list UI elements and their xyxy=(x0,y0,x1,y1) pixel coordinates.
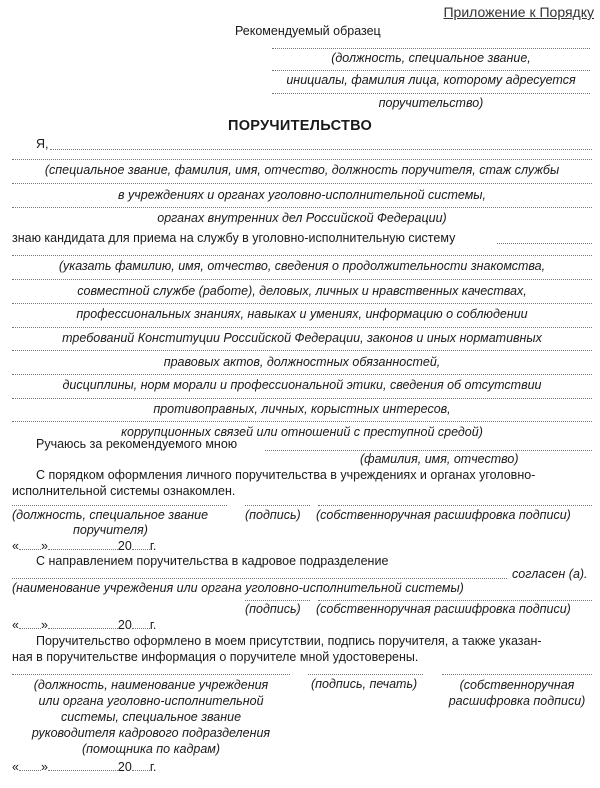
date-suffix: г. xyxy=(149,760,157,774)
sig2-signature-line[interactable] xyxy=(245,600,310,601)
date-year-prefix: 20 xyxy=(117,539,132,553)
addressee-hint-1: (должность, специальное звание, xyxy=(331,51,531,65)
candidate-hint: профессиональных знаниях, навыках и умениях, информацию о соблюдении xyxy=(76,307,528,321)
sig3-decoding-hint-2: расшифровка подписи) xyxy=(448,694,586,708)
sig3-decoding-hint xyxy=(436,677,598,709)
guarantor-line-2[interactable] xyxy=(12,159,592,160)
sig1-position-line[interactable] xyxy=(12,505,227,506)
date-suffix: г. xyxy=(149,539,157,553)
guarantor-line-3[interactable] xyxy=(12,183,592,184)
date-close-quote: » xyxy=(40,760,48,774)
addressee-hint-3: поручительство) xyxy=(378,96,484,110)
date-day-field[interactable] xyxy=(19,549,41,550)
sig3-decoding-hint-1: (собственноручная xyxy=(459,678,575,692)
sig1-decoding-line[interactable] xyxy=(318,505,592,506)
sig3-position-hint xyxy=(12,677,290,757)
sig1-position-hint-2: поручителя) xyxy=(73,523,148,537)
sig1-signature-line[interactable] xyxy=(245,505,310,506)
date-suffix: г. xyxy=(149,618,157,632)
sig1-signature-hint: (подпись) xyxy=(245,508,301,522)
candidate-line-8[interactable] xyxy=(12,421,592,422)
date-close-quote: » xyxy=(40,539,48,553)
candidate-line-1[interactable] xyxy=(12,255,592,256)
certified-line-1: Поручительство оформлено в моем присутствии, подпись поручителя, а также указан- xyxy=(36,634,542,648)
candidate-hint: коррупционных связей или отношений с преступной средой) xyxy=(121,425,483,439)
candidate-hint: дисциплины, норм морали и профессиональной этики, сведения об отсутствии xyxy=(62,378,542,392)
date-3 xyxy=(12,760,156,774)
sig1-decoding-hint: (собственноручная расшифровка подписи) xyxy=(316,508,571,522)
sig3-position-line[interactable] xyxy=(12,674,290,675)
candidate-line-4[interactable] xyxy=(12,327,592,328)
date-month-field[interactable] xyxy=(48,628,118,629)
sig3-position-hint-line: (помощника по кадрам) xyxy=(81,742,220,756)
sig2-decoding-hint: (собственноручная расшифровка подписи) xyxy=(316,602,571,616)
sig2-signature-hint: (подпись) xyxy=(245,602,301,616)
date-1 xyxy=(12,539,156,553)
i-label: Я, xyxy=(36,137,49,151)
document-title: ПОРУЧИТЕЛЬСТВО xyxy=(228,118,373,134)
direction-text: С направлением поручительства в кадровое подразделение xyxy=(36,554,389,568)
candidate-hint: требований Конституции Российской Федерации, законов и иных нормативных xyxy=(62,331,542,345)
candidate-line-7[interactable] xyxy=(12,398,592,399)
candidate-text: знаю кандидата для приема на службу в уголовно-исполнительную систему xyxy=(12,231,456,245)
date-month-field[interactable] xyxy=(48,549,118,550)
appendix-label: Приложение к Порядку xyxy=(443,4,594,20)
date-2 xyxy=(12,618,156,632)
certified-line-2: ная в поручительстве информация о поручителе мной удостоверены. xyxy=(12,650,419,664)
direction-hint: (наименование учреждения или органа уголовно-исполнительной системы) xyxy=(12,581,464,595)
date-close-quote: » xyxy=(40,618,48,632)
sig1-position-hint-1: (должность, специальное звание xyxy=(12,508,209,522)
sig3-position-hint-line: системы, специальное звание xyxy=(60,710,242,724)
addressee-hint-2: инициалы, фамилия лица, которому адресуется xyxy=(286,73,576,87)
sig3-decoding-line[interactable] xyxy=(442,674,592,675)
candidate-hint: (указать фамилию, имя, отчество, сведения о продолжительности знакомства, xyxy=(58,259,546,273)
sig3-signature-hint: (подпись, печать) xyxy=(311,677,418,691)
candidate-line-2[interactable] xyxy=(12,279,592,280)
addressee-line-3[interactable] xyxy=(272,93,590,94)
date-year-field[interactable] xyxy=(132,628,150,629)
guarantor-hint-1: (специальное звание, фамилия, имя, отчество, должность поручителя, стаж службы xyxy=(44,163,560,177)
candidate-line-3[interactable] xyxy=(12,303,592,304)
sig3-signature-line[interactable] xyxy=(308,674,423,675)
date-year-field[interactable] xyxy=(132,770,150,771)
date-day-field[interactable] xyxy=(19,770,41,771)
sample-label: Рекомендуемый образец xyxy=(235,24,381,38)
sig3-position-hint-line: (должность, наименование учреждения xyxy=(33,678,269,692)
date-year-field[interactable] xyxy=(132,549,150,550)
direction-line[interactable] xyxy=(12,578,507,579)
candidate-line-0[interactable] xyxy=(497,243,592,244)
vouch-line[interactable] xyxy=(265,450,592,451)
date-year-prefix: 20 xyxy=(117,760,132,774)
addressee-line-1[interactable] xyxy=(272,48,590,49)
date-open-quote: « xyxy=(12,539,19,553)
date-day-field[interactable] xyxy=(19,628,41,629)
guarantor-line-1[interactable] xyxy=(50,149,592,150)
candidate-hint: противоправных, личных, корыстных интересов, xyxy=(153,402,451,416)
candidate-line-6[interactable] xyxy=(12,374,592,375)
acquainted-line-2: исполнительной системы ознакомлен. xyxy=(12,484,236,498)
acquainted-line-1: С порядком оформления личного поручительства в учреждениях и органах уголовно- xyxy=(36,468,536,482)
vouch-hint: (фамилия, имя, отчество) xyxy=(360,452,519,466)
date-year-prefix: 20 xyxy=(117,618,132,632)
candidate-hint: правовых актов, должностных обязанностей, xyxy=(163,355,441,369)
guarantor-hint-2: в учреждениях и органах уголовно-исполнительной системы, xyxy=(118,188,486,202)
addressee-line-2[interactable] xyxy=(272,70,590,71)
candidate-hint: совместной службе (работе), деловых, личных и нравственных качествах, xyxy=(77,284,527,298)
sig3-position-hint-line: руководителя кадрового подразделения xyxy=(31,726,271,740)
sig2-decoding-line[interactable] xyxy=(318,600,592,601)
direction-agreed: согласен (а). xyxy=(512,567,588,581)
vouch-text: Ручаюсь за рекомендуемого мною xyxy=(36,437,238,451)
candidate-line-5[interactable] xyxy=(12,350,592,351)
date-open-quote: « xyxy=(12,618,19,632)
date-month-field[interactable] xyxy=(48,770,118,771)
sig3-position-hint-line: или органа уголовно-исполнительной xyxy=(38,694,264,708)
guarantor-line-4[interactable] xyxy=(12,207,592,208)
date-open-quote: « xyxy=(12,760,19,774)
guarantor-hint-3: органах внутренних дел Российской Федерации) xyxy=(157,211,447,225)
